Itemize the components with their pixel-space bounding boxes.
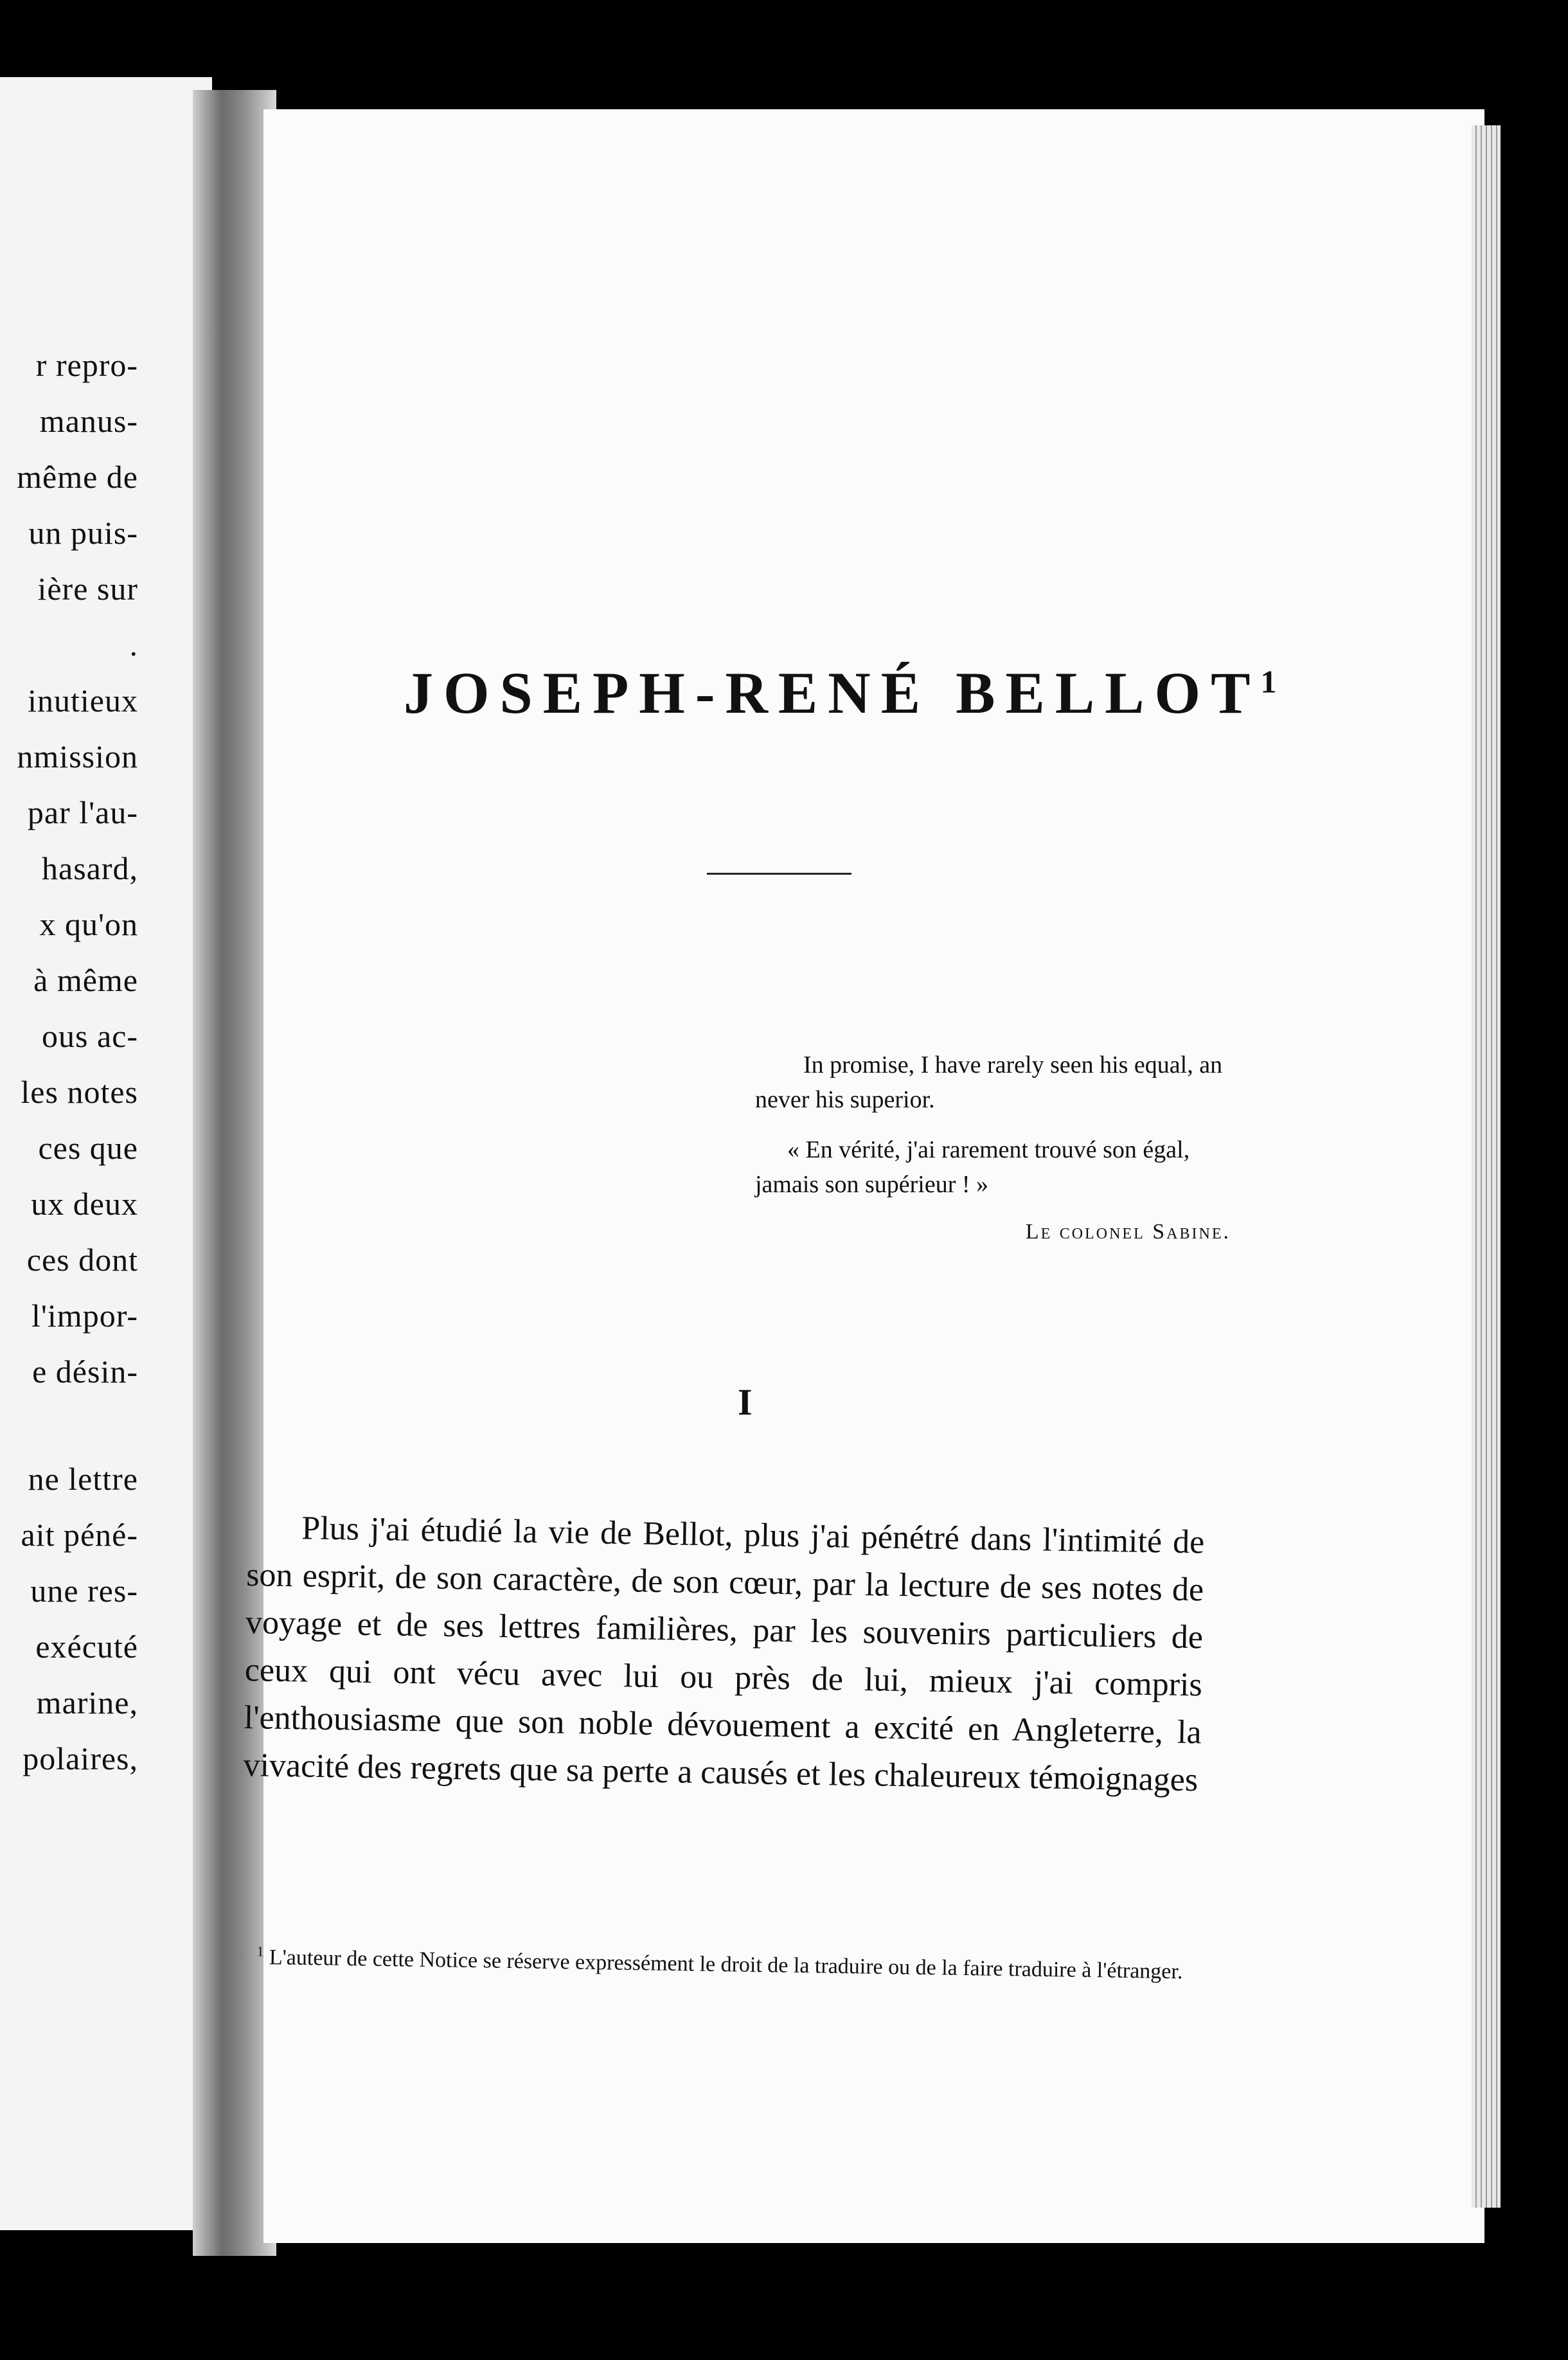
left-line: ière sur	[37, 571, 138, 607]
left-line: ces que	[38, 1130, 138, 1166]
left-line: ces dont	[26, 1242, 138, 1278]
title-rule	[707, 873, 851, 875]
title-text: JOSEPH-RENÉ BELLOT	[404, 660, 1261, 726]
left-line: .	[129, 627, 138, 663]
left-page-text	[0, 337, 138, 1787]
left-line: les notes	[21, 1074, 138, 1110]
left-line: e désin-	[32, 1354, 138, 1390]
left-line	[0, 1400, 138, 1451]
left-line: exécuté	[35, 1629, 138, 1665]
title-footnote-mark: 1	[1260, 663, 1277, 700]
left-line: une res-	[30, 1573, 138, 1609]
left-line: marine,	[36, 1685, 138, 1721]
epigraph	[755, 1048, 1231, 1249]
left-line: par l'au-	[27, 794, 138, 830]
left-line: r repro-	[35, 347, 138, 383]
footnote-text: L'auteur de cette Notice se réserve expressément le droit de la traduire ou de la faire traduire à l'étranger.	[269, 1945, 1183, 1984]
epigraph-french: « En vérité, j'ai rarement trouvé son égal, jamais son supérieur ! »	[755, 1136, 1190, 1198]
left-line: hasard,	[42, 850, 138, 886]
section-number: I	[738, 1381, 753, 1423]
left-line: inutieux	[28, 683, 138, 719]
chapter-title	[404, 659, 1277, 727]
left-line: l'impor-	[31, 1298, 138, 1334]
epigraph-attribution: Le colonel Sabine.	[1025, 1220, 1231, 1244]
left-line: polaires,	[22, 1740, 138, 1776]
left-line: même de	[17, 459, 138, 495]
left-line: ux deux	[31, 1186, 138, 1222]
left-line: à même	[33, 962, 138, 998]
footnote-mark: 1	[256, 1943, 264, 1960]
body-paragraph: Plus j'ai étudié la vie de Bellot, plus j'ai pénétré dans l'intimité de son esprit, de son caractère, de son cœur, par la lecture de ses notes de voyage et de ses lettres familières, par les souvenirs particuliers de ceux qui ont vécu avec lui ou près de lui, mieux j'ai compris l'enthousiasme que son noble dévouement a excité en Angleterre, la vivacité des regrets que sa perte a causés et les chaleureux témoignages	[243, 1510, 1205, 1799]
page-edges	[1472, 125, 1501, 2208]
left-line: ait péné-	[21, 1517, 138, 1553]
left-page	[0, 77, 212, 2230]
left-line: un puis-	[28, 515, 138, 551]
left-line: x qu'on	[39, 906, 138, 942]
left-line: nmission	[17, 738, 138, 774]
epigraph-english: In promise, I have rarely seen his equal, an never his superior.	[755, 1051, 1223, 1113]
left-line: manus-	[39, 403, 138, 439]
left-line: ne lettre	[28, 1461, 138, 1497]
left-line: ous ac-	[42, 1018, 138, 1054]
